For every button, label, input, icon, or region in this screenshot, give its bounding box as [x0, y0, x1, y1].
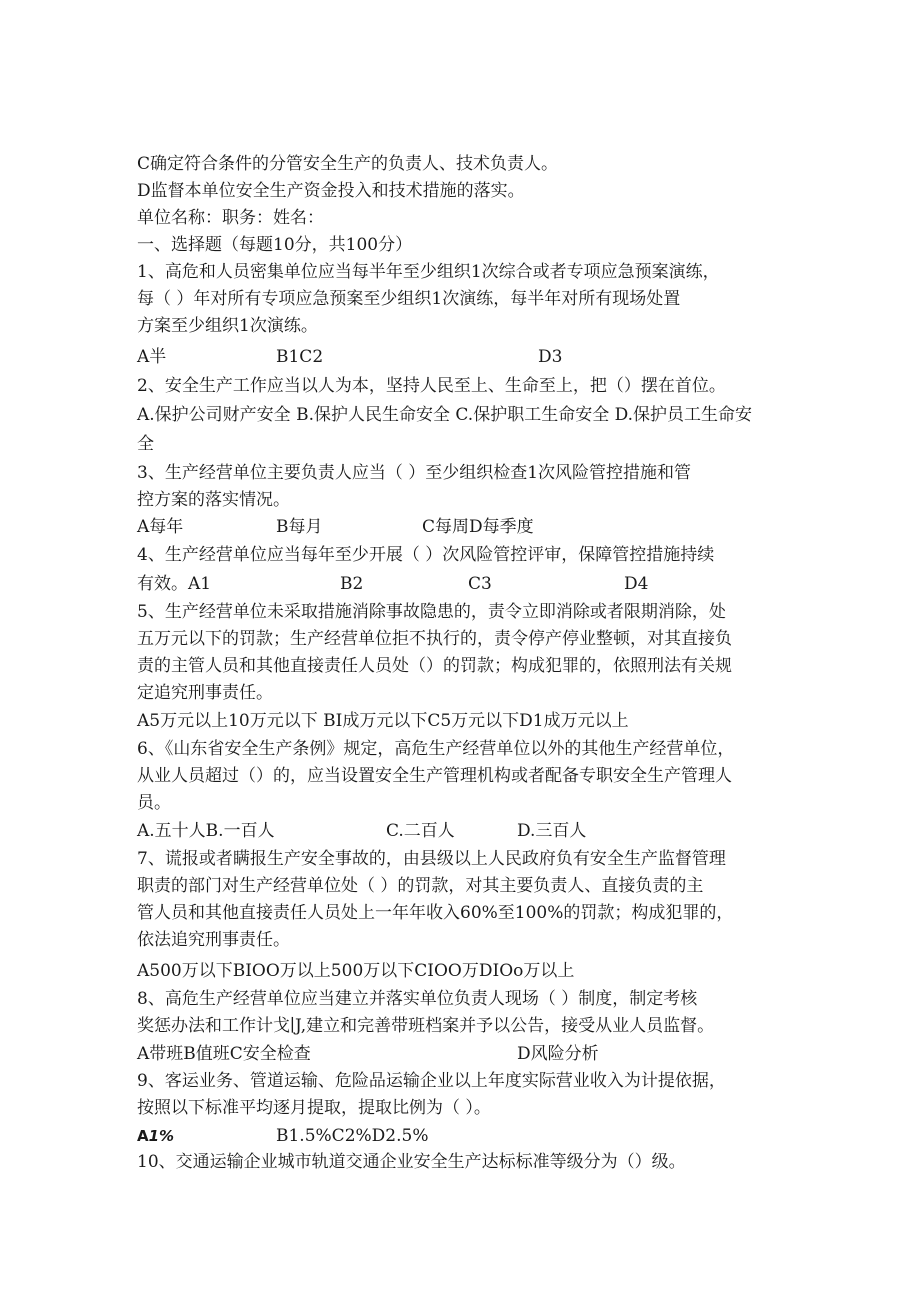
question-9-option-bcd: B1.5%C2%D2.5%	[276, 1126, 429, 1146]
question-8-option-abc: A带班B值班C安全检查	[137, 1044, 311, 1064]
question-5-line-3: 责的主管人员和其他直接责任人员处（）的罚款；构成犯罪的，依照刑法有关规	[137, 656, 732, 676]
question-7-line-3: 管人员和其他直接责任人员处上一年年收入60%至100%的罚款；构成犯罪的，	[137, 903, 734, 923]
line-option-d-prev: D监督本单位安全生产资金投入和技术措施的落实。	[137, 181, 525, 201]
line-option-c-prev: C确定符合条件的分管安全生产的负责人、技术负责人。	[137, 154, 559, 174]
question-6-option-ab: A.五十人B.一百人	[137, 821, 275, 841]
question-8-option-d: D风险分析	[517, 1044, 599, 1064]
question-8-line-1: 8、高危生产经营单位应当建立并落实单位负责人现场（ ）制度，制定考核	[137, 989, 698, 1009]
question-1-option-a: A半	[137, 347, 167, 367]
question-7-options: A500万以下BIOO万以上500万以下CIOO万DIOo万以上	[137, 961, 575, 981]
question-5-line-1: 5、生产经营单位未采取措施消除事故隐患的，责令立即消除或者限期消除，处	[137, 602, 726, 622]
question-2-line-1: 2、安全生产工作应当以人为本，坚持人民至上、生命至上，把（）摆在首位。	[137, 376, 726, 396]
question-4-option-d: D4	[624, 574, 649, 594]
question-3-option-b: B每月	[276, 517, 323, 537]
question-1-option-bc: B1C2	[276, 347, 324, 367]
question-10-line-1: 10、交通运输企业城市轨道交通企业安全生产达标标准等级分为（）级。	[137, 1152, 686, 1172]
question-3-line-1: 3、生产经营单位主要负责人应当（ ）至少组织检查1次风险管控措施和管	[137, 463, 692, 483]
question-9-option-a-letter: A	[137, 1127, 149, 1145]
question-4-option-b: B2	[340, 574, 364, 594]
question-1-line-1: 1、高危和人员密集单位应当每半年至少组织1次综合或者专项应急预案演练，	[137, 262, 720, 282]
question-3-line-2: 控方案的落实情况。	[137, 490, 290, 510]
question-2-options-tail: 全	[137, 434, 154, 454]
question-9-line-1: 9、客运业务、管道运输、危险品运输企业以上年度实际营业收入为计提依据，	[137, 1071, 726, 1091]
question-7-line-1: 7、谎报或者瞒报生产安全事故的，由县级以上人民政府负有安全生产监督管理	[137, 849, 726, 869]
question-4-option-a: 有效。A1	[137, 574, 212, 594]
question-9-line-2: 按照以下标准平均逐月提取，提取比例为（ ）。	[137, 1098, 491, 1118]
question-3-option-a: A每年	[137, 517, 184, 537]
question-2-options: A.保护公司财产安全 B.保护人民生命安全 C.保护职工生命安全 D.保护员工生命安	[137, 405, 753, 425]
question-1-line-2: 每（ ）年对所有专项应急预案至少组织1次演练，每半年对所有现场处置	[137, 289, 681, 309]
question-5-line-2: 五万元以下的罚款；生产经营单位拒不执行的，责令停产停业整顿，对其直接负	[137, 629, 732, 649]
question-3-option-cd: C每周D每季度	[422, 517, 534, 537]
question-1-line-3: 方案至少组织1次演练。	[137, 316, 318, 336]
question-4-option-c: C3	[468, 574, 492, 594]
question-6-line-2: 从业人员超过（）的，应当设置安全生产管理机构或者配备专职安全生产管理人	[137, 766, 732, 786]
question-6-line-1: 6、《山东省安全生产条例》规定，高危生产经营单位以外的其他生产经营单位，	[137, 739, 735, 759]
question-7-line-2: 职责的部门对生产经营单位处（ ）的罚款，对其主要负责人、直接负责的主	[137, 876, 704, 896]
section-title: 一、选择题（每题10分，共100分）	[137, 235, 413, 255]
question-4-line-1: 4、生产经营单位应当每年至少开展（ ）次风险管控评审，保障管控措施持续	[137, 545, 715, 565]
question-5-options: A5万元以上10万元以下 BI成万元以下C5万元以下D1成万元以上	[137, 711, 629, 731]
question-9-option-a	[137, 1126, 174, 1146]
question-8-line-2: 奖惩办法和工作计戈∣J,建立和完善带班档案并予以公告，接受从业人员监督。	[137, 1016, 715, 1036]
question-1-option-d: D3	[538, 347, 563, 367]
question-6-line-3: 员。	[137, 793, 171, 813]
question-9-option-a-value: 1%	[148, 1127, 175, 1145]
question-6-option-c: C.二百人	[386, 821, 455, 841]
line-header-fields: 单位名称：职务：姓名：	[137, 208, 324, 228]
question-5-line-4: 定追究刑事责任。	[137, 683, 273, 703]
question-7-line-4: 依法追究刑事责任。	[137, 930, 290, 950]
question-6-option-d: D.三百人	[517, 821, 587, 841]
